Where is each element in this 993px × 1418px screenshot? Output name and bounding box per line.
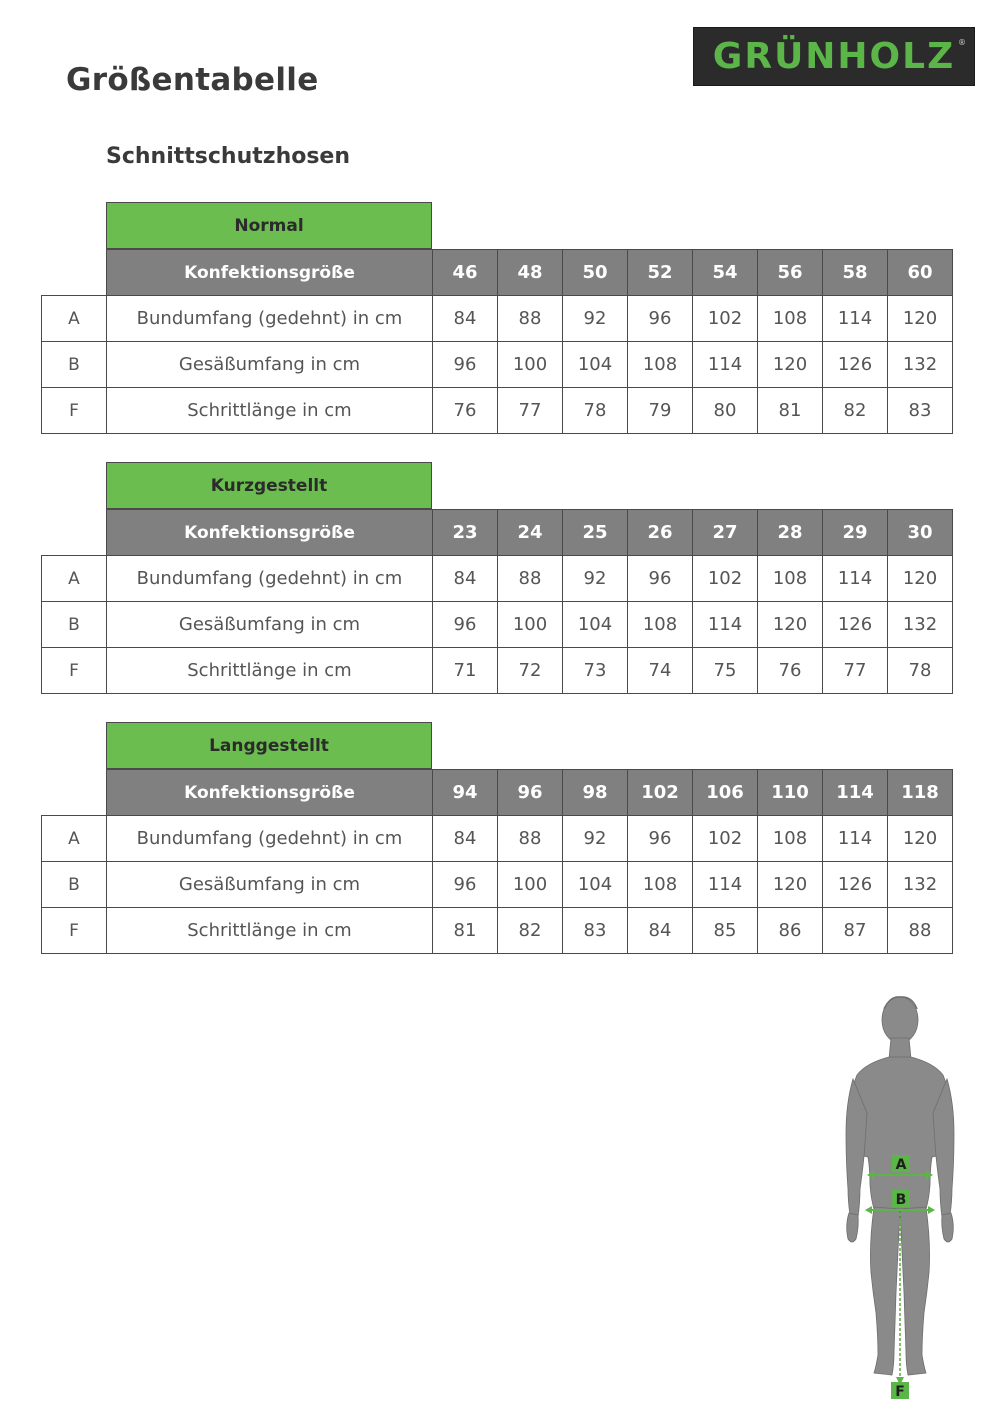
- table-cell: 82: [823, 388, 888, 434]
- marker-a-label: A: [895, 1157, 907, 1173]
- table-cell: 96: [433, 342, 498, 388]
- table-cell: 84: [433, 556, 498, 602]
- measure-letter: A: [42, 296, 107, 342]
- size-header: 94: [433, 770, 498, 816]
- header-row: [42, 250, 953, 296]
- table-cell: 78: [563, 388, 628, 434]
- brand-logo: [693, 27, 975, 86]
- measure-letter: A: [42, 556, 107, 602]
- header-row: [42, 770, 953, 816]
- table-cell: 108: [628, 342, 693, 388]
- table-cell: 132: [888, 342, 953, 388]
- table-cell: 104: [563, 342, 628, 388]
- measure-letter: F: [42, 908, 107, 954]
- size-header: 52: [628, 250, 693, 296]
- size-header: 102: [628, 770, 693, 816]
- table-cell: 126: [823, 862, 888, 908]
- size-header: 98: [563, 770, 628, 816]
- table-cell: 88: [498, 816, 563, 862]
- size-header: 56: [758, 250, 823, 296]
- section-title: Schnittschutzhosen: [106, 144, 351, 169]
- size-header: 23: [433, 510, 498, 556]
- size-header: 54: [693, 250, 758, 296]
- table-cell: 76: [433, 388, 498, 434]
- size-header: 50: [563, 250, 628, 296]
- size-header: 118: [888, 770, 953, 816]
- measure-label: Bundumfang (gedehnt) in cm: [107, 556, 433, 602]
- table-cell: 114: [823, 816, 888, 862]
- table-cell: 120: [888, 556, 953, 602]
- table-cell: 74: [628, 648, 693, 694]
- table-cell: 114: [823, 296, 888, 342]
- measure-letter: B: [42, 862, 107, 908]
- table-cell: 120: [758, 862, 823, 908]
- table-cell: 108: [628, 862, 693, 908]
- size-header: 30: [888, 510, 953, 556]
- table-cell: 114: [693, 862, 758, 908]
- table-cell: 81: [433, 908, 498, 954]
- measure-label: Bundumfang (gedehnt) in cm: [107, 296, 433, 342]
- table-cell: 73: [563, 648, 628, 694]
- size-header: 26: [628, 510, 693, 556]
- size-table: [41, 509, 953, 694]
- table-row: [42, 648, 953, 694]
- table-cell: 132: [888, 602, 953, 648]
- logo-registered-mark: ®: [958, 38, 966, 47]
- table-row: [42, 602, 953, 648]
- measure-letter: B: [42, 602, 107, 648]
- size-header: 60: [888, 250, 953, 296]
- marker-f-label: F: [895, 1384, 905, 1400]
- size-header: 58: [823, 250, 888, 296]
- marker-b-label: B: [895, 1192, 907, 1208]
- table-row: [42, 388, 953, 434]
- body-measurement-figure-icon: [840, 993, 960, 1403]
- size-header: 25: [563, 510, 628, 556]
- table-cell: 78: [888, 648, 953, 694]
- table-cell: 79: [628, 388, 693, 434]
- table-cell: 96: [433, 602, 498, 648]
- measure-label: Schrittlänge in cm: [107, 388, 433, 434]
- table-cell: 75: [693, 648, 758, 694]
- table-cell: 83: [563, 908, 628, 954]
- table-cell: 88: [498, 556, 563, 602]
- table-row: [42, 556, 953, 602]
- table-cell: 108: [628, 602, 693, 648]
- size-header: 46: [433, 250, 498, 296]
- table-cell: 120: [888, 816, 953, 862]
- table-row: [42, 908, 953, 954]
- table-cell: 82: [498, 908, 563, 954]
- table-cell: 76: [758, 648, 823, 694]
- size-header: 114: [823, 770, 888, 816]
- size-header: 110: [758, 770, 823, 816]
- size-header: 28: [758, 510, 823, 556]
- table-row: [42, 816, 953, 862]
- table-cell: 100: [498, 602, 563, 648]
- table-cell: 100: [498, 342, 563, 388]
- table-cell: 87: [823, 908, 888, 954]
- header-label: Konfektionsgröße: [107, 770, 433, 816]
- size-header: 96: [498, 770, 563, 816]
- table-cell: 104: [563, 862, 628, 908]
- size-header: 48: [498, 250, 563, 296]
- table-cell: 85: [693, 908, 758, 954]
- table-cell: 72: [498, 648, 563, 694]
- measure-letter: B: [42, 342, 107, 388]
- table-cell: 80: [693, 388, 758, 434]
- table-row: [42, 342, 953, 388]
- measure-letter: F: [42, 648, 107, 694]
- size-header: 29: [823, 510, 888, 556]
- size-table: [41, 249, 953, 434]
- measure-label: Gesäßumfang in cm: [107, 602, 433, 648]
- table-cell: 77: [823, 648, 888, 694]
- table-cell: 88: [498, 296, 563, 342]
- size-header: 24: [498, 510, 563, 556]
- table-cell: 92: [563, 296, 628, 342]
- measure-letter: A: [42, 816, 107, 862]
- measure-label: Gesäßumfang in cm: [107, 342, 433, 388]
- table-cell: 114: [823, 556, 888, 602]
- table-cell: 108: [758, 556, 823, 602]
- table-cell: 84: [433, 816, 498, 862]
- table-cell: 120: [888, 296, 953, 342]
- table-cell: 84: [628, 908, 693, 954]
- table-cell: 104: [563, 602, 628, 648]
- variant-label: Kurzgestellt: [106, 462, 432, 509]
- table-cell: 81: [758, 388, 823, 434]
- measure-label: Schrittlänge in cm: [107, 908, 433, 954]
- table-cell: 77: [498, 388, 563, 434]
- table-cell: 120: [758, 602, 823, 648]
- variant-label: Normal: [106, 202, 432, 249]
- table-cell: 126: [823, 602, 888, 648]
- table-cell: 96: [628, 556, 693, 602]
- table-cell: 108: [758, 816, 823, 862]
- size-header: 27: [693, 510, 758, 556]
- table-cell: 126: [823, 342, 888, 388]
- table-cell: 86: [758, 908, 823, 954]
- page-title: Größentabelle: [66, 62, 319, 98]
- measure-label: Bundumfang (gedehnt) in cm: [107, 816, 433, 862]
- table-cell: 96: [433, 862, 498, 908]
- variant-label: Langgestellt: [106, 722, 432, 769]
- table-cell: 102: [693, 816, 758, 862]
- logo-text: GRÜNHOLZ: [712, 36, 956, 77]
- measure-label: Schrittlänge in cm: [107, 648, 433, 694]
- table-cell: 83: [888, 388, 953, 434]
- table-cell: 96: [628, 296, 693, 342]
- size-table: [41, 769, 953, 954]
- header-label: Konfektionsgröße: [107, 510, 433, 556]
- table-cell: 88: [888, 908, 953, 954]
- table-row: [42, 862, 953, 908]
- table-cell: 114: [693, 602, 758, 648]
- table-cell: 71: [433, 648, 498, 694]
- table-cell: 120: [758, 342, 823, 388]
- table-cell: 132: [888, 862, 953, 908]
- table-cell: 96: [628, 816, 693, 862]
- table-cell: 84: [433, 296, 498, 342]
- measure-letter: F: [42, 388, 107, 434]
- table-cell: 108: [758, 296, 823, 342]
- header-row: [42, 510, 953, 556]
- table-cell: 102: [693, 556, 758, 602]
- size-header: 106: [693, 770, 758, 816]
- table-cell: 92: [563, 816, 628, 862]
- measure-label: Gesäßumfang in cm: [107, 862, 433, 908]
- table-cell: 102: [693, 296, 758, 342]
- table-row: [42, 296, 953, 342]
- table-cell: 92: [563, 556, 628, 602]
- table-cell: 100: [498, 862, 563, 908]
- table-cell: 114: [693, 342, 758, 388]
- header-label: Konfektionsgröße: [107, 250, 433, 296]
